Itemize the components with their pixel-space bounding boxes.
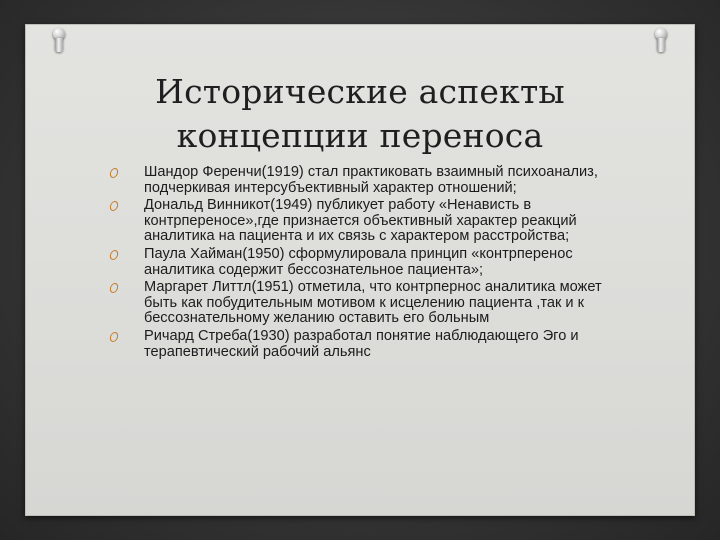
pushpin-shaft: [657, 38, 665, 52]
slide-title: [100, 70, 620, 158]
list-item-text: Дональд Винникот(1949) публикует работу «Ненависть в контрпереносе»,где признается объективный характер реакций аналитика на пациента и их связь с характером расстройства;: [144, 197, 577, 245]
bullet-list: [110, 165, 630, 362]
slide-title-line-2: концепции переноса: [176, 116, 544, 155]
list-item: [110, 280, 630, 327]
list-item: [110, 198, 630, 245]
pushpin-shaft: [55, 38, 63, 52]
list-item: [110, 247, 630, 278]
slide-title-line-1: Исторические аспекты: [155, 72, 565, 111]
list-item: [110, 165, 630, 196]
pushpin-icon: [654, 28, 668, 54]
list-item-text: Шандор Ференчи(1919) стал практиковать взаимный психоанализ, подчеркивая интерсубъективный характер отношений;: [144, 164, 598, 196]
pushpin-icon: [52, 28, 66, 54]
list-item-text: Паула Хайман(1950) сформулировала принцип «контрперенос аналитика содержит бессознательное пациента»;: [144, 245, 573, 278]
bullet-icon: [109, 201, 119, 211]
list-item: [110, 329, 630, 360]
bullet-icon: [109, 168, 119, 178]
list-item-text: Ричард Стреба(1930) разработал понятие наблюдающего Эго и терапевтический рабочий альянс: [144, 327, 579, 360]
list-item-text: Маргарет Литтл(1951) отметила, что контрпернос аналитика может быть как побудительным мотивом к исцелению пациента ,так и к бессознательному желанию оставить его больным: [144, 279, 602, 327]
bullet-icon: [109, 283, 119, 293]
bullet-icon: [109, 250, 119, 260]
bullet-icon: [109, 332, 119, 342]
